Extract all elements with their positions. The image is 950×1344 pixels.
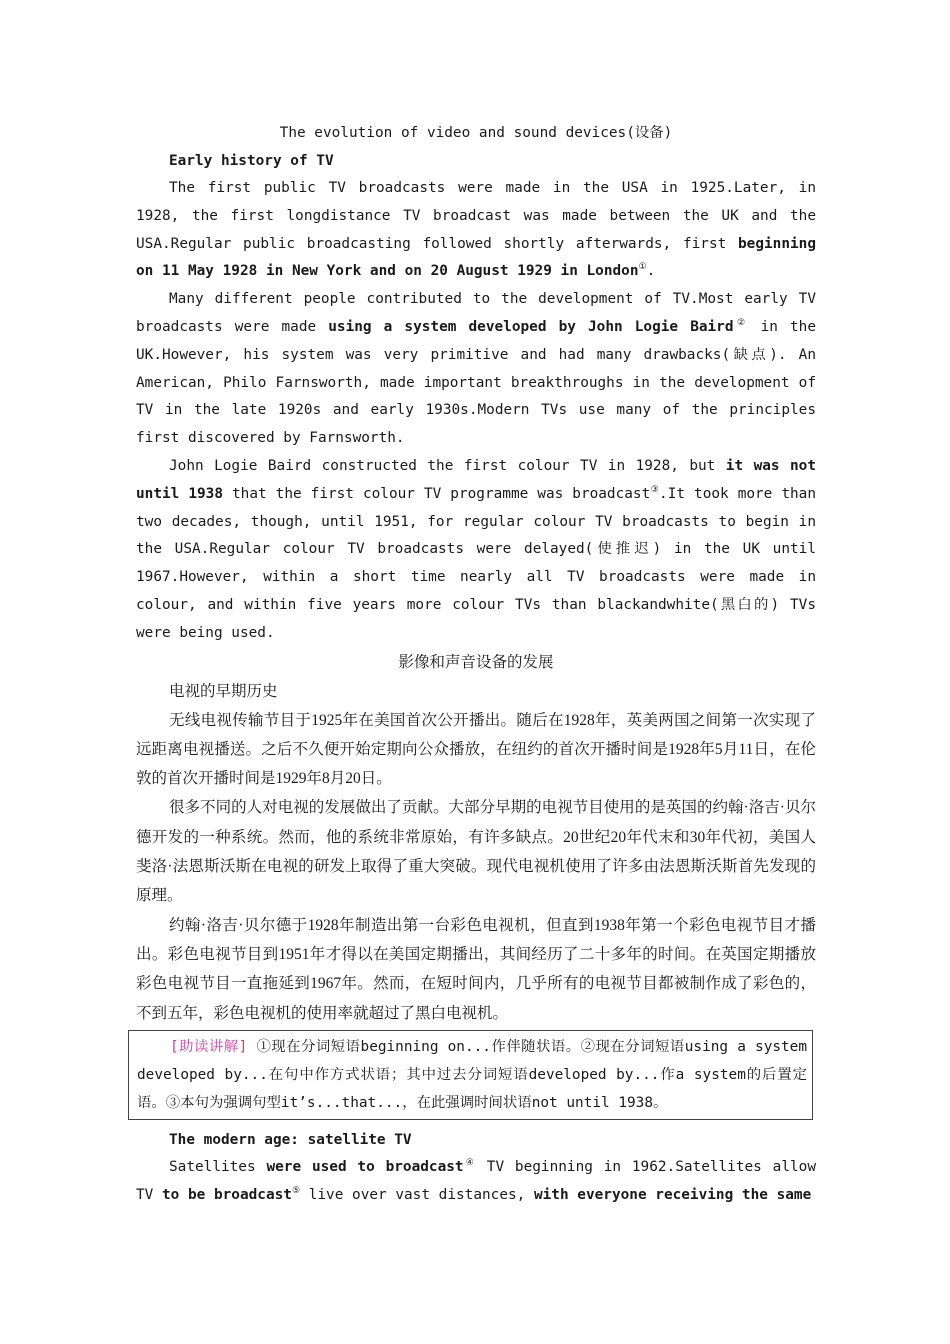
document-page [136, 120, 816, 1209]
paragraph-3 [136, 453, 816, 648]
highlight-phrase: using a system developed by John Logie Baird [328, 318, 734, 335]
text-run: Satellites [169, 1158, 267, 1175]
reading-note-box [128, 1030, 813, 1120]
heading-early-history: Early history of TV [169, 153, 334, 169]
footnote-marker: ④ [463, 1158, 476, 1169]
text-run: Many different people contributed to the development of TV.Most early TV broadcasts were made [136, 291, 816, 335]
text-run: live over vast distances, [300, 1186, 534, 1203]
note-tag: [助读讲解] [170, 1038, 248, 1055]
footnote-marker: ⑤ [291, 1185, 301, 1196]
highlight-phrase: with everyone receiving the same [533, 1186, 812, 1203]
zh-paragraph-2: 很多不同的人对电视的发展做出了贡献。大部分早期的电视节目使用的是英国的约翰·洛吉·贝尔德开发的一种系统。然而，他的系统非常原始，有许多缺点。20世纪20年代末和30年代初，美国人斐洛·法恩斯沃斯在电视的研发上取得了重大突破。现代电视机使用了许多由法恩斯沃斯首先发现的原理。 [136, 799, 816, 905]
text-run: The first public TV broadcasts were made in the USA in 1925.Later, in 1928, the first longdistance TV broadcast was made between the UK and the USA.Regular public broadcasting followed shortly afterwards, first [136, 180, 816, 252]
paragraph-1 [136, 175, 816, 286]
text-run: TV beginning in 1962.Satellites allow TV [136, 1158, 816, 1203]
paragraph-4 [136, 1154, 816, 1210]
paragraph-2 [136, 286, 816, 453]
text-run: that the first colour TV programme was broadcast [222, 485, 651, 502]
footnote-marker: ③ [650, 484, 660, 495]
zh-paragraph-3: 约翰·洛吉·贝尔德于1928年制造出第一台彩色电视机，但直到1938年第一个彩色电视节目才播出。彩色电视节目到1951年才得以在美国定期播出，其间经历了二十多年的时间。在英国定期播放彩色电视节目一直拖延到1967年。然而，在短时间内，几乎所有的电视节目都被制作成了彩色的，不到五年，彩色电视机的使用率就超过了黑白电视机。 [136, 916, 816, 1022]
title-en: The evolution of video and sound devices(设备) [279, 125, 673, 141]
heading-zh: 电视的早期历史 [169, 682, 278, 700]
text-run: .It took more than two decades, though, until 1951, for regular colour TV broadcasts to begin in the USA.Regular colour TV broadcasts were delayed(使推迟) in the UK until 1967.However, within a short time nearly all TV broadcasts were made in colour, and within five years more colour TVs than blackandwhite(黑白的) TVs were being used. [136, 485, 817, 641]
zh-paragraph-1: 无线电视传输节目于1925年在美国首次公开播出。随后在1928年，英美两国之间第一次实现了远距离电视播送。之后不久便开始定期向公众播放，在纽约的首次开播时间是1928年5月11日，在伦敦的首次开播时间是1929年8月20日。 [136, 711, 816, 788]
highlight-phrase: to be broadcast [162, 1186, 292, 1203]
heading-modern-age: The modern age: satellite TV [169, 1131, 412, 1148]
text-run: John Logie Baird constructed the first colour TV in 1928, but [169, 457, 726, 474]
note-text: ①现在分词短语beginning on...作伴随状语。②现在分词短语using a system developed by...在句中作方式状语；其中过去分词短语developed by...作a system的后置定语。③本句为强调句型it’s...that...，在此强调时间状语not until 1938。 [137, 1038, 808, 1111]
text-run: . [646, 263, 656, 280]
highlight-phrase: beginning on 11 May 1928 in New York and on 20 August 1929 in London [136, 235, 816, 280]
text-run: in the UK.However, his system was very primitive and had many drawbacks(缺点). An American, Philo Farnsworth, made important breakthroughs in the development of TV in the late 1920s and early 1930s.Modern TVs use many of the principles first discovered by Farnsworth. [136, 318, 816, 447]
footnote-marker: ① [638, 262, 647, 273]
highlight-phrase: it was not until 1938 [136, 457, 817, 502]
footnote-marker: ② [733, 318, 749, 329]
highlight-phrase: were used to broadcast [266, 1158, 464, 1175]
title-zh: 影像和声音设备的发展 [398, 653, 554, 671]
